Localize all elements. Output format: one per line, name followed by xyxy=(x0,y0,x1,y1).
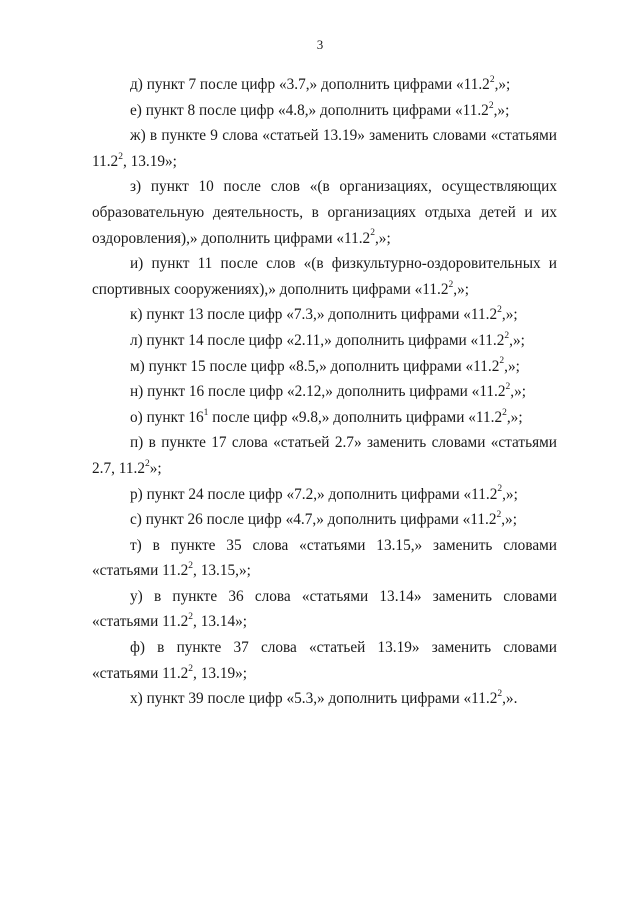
item-text-middle: после цифр «9.8,» дополнить цифрами «11.2 xyxy=(208,408,503,426)
list-item xyxy=(92,354,557,380)
superscript: 2 xyxy=(488,100,494,111)
item-text-end: ,»; xyxy=(501,306,518,324)
list-item xyxy=(92,482,557,508)
list-item xyxy=(92,251,557,302)
item-text: ж) в пункте 9 слова «статьей 13.19» заменить словами «статьями 11.2 xyxy=(92,127,557,170)
list-item xyxy=(92,379,557,405)
item-text-end: ,»; xyxy=(504,357,520,375)
item-text-end: , 13.15,»; xyxy=(193,562,251,580)
item-text: з) пункт 10 после слов «(в организациях, осуществляющих образовательную деятельность, в организациях отдыха детей и их оздоровления),» дополнить цифрами «11.2 xyxy=(92,178,557,247)
item-text-end: ,»; xyxy=(374,229,391,247)
superscript: 2 xyxy=(502,407,507,418)
item-text: п) в пункте 17 слова «статьей 2.7» заменить словами «статьями 2.7, 11.2 xyxy=(92,434,557,477)
item-text: к) пункт 13 после цифр «7.3,» дополнить цифрами «11.2 xyxy=(130,306,498,324)
superscript: 2 xyxy=(497,689,503,700)
item-text-end: ,»; xyxy=(510,383,527,401)
item-text-end: , 13.14»; xyxy=(193,613,248,631)
list-item xyxy=(92,533,557,584)
item-text-end: »; xyxy=(149,459,162,477)
superscript: 2 xyxy=(504,330,510,341)
list-item xyxy=(92,328,557,354)
superscript: 2 xyxy=(497,305,502,316)
item-text: л) пункт 14 после цифр «2.11,» дополнить цифрами «11.2 xyxy=(130,331,505,349)
list-item xyxy=(92,584,557,635)
item-text: ф) в пункте 37 слова «статьей 13.19» заменить словами «статьями 11.2 xyxy=(92,639,557,682)
superscript: 2 xyxy=(448,279,454,290)
superscript: 2 xyxy=(489,74,495,85)
superscript: 2 xyxy=(499,356,505,367)
item-text: д) пункт 7 после цифр «3.7,» дополнить цифрами «11.2 xyxy=(130,76,490,93)
item-text-end: ,»; xyxy=(494,76,511,93)
superscript: 2 xyxy=(144,458,150,469)
item-text-end: , 13.19»; xyxy=(122,152,177,170)
superscript: 2 xyxy=(118,151,123,162)
list-item xyxy=(92,507,557,533)
superscript: 2 xyxy=(188,663,194,674)
superscript: 2 xyxy=(188,561,194,572)
list-item xyxy=(92,430,557,481)
item-text-end: ,»; xyxy=(506,408,523,426)
item-text: е) пункт 8 после цифр «4.8,» дополнить цифрами «11.2 xyxy=(130,101,489,119)
item-text: и) пункт 11 после слов «(в физкультурно-оздоровительных и спортивных сооружениях),» дополнить цифрами «11.2 xyxy=(92,255,557,298)
list-item xyxy=(92,123,557,174)
list-item xyxy=(92,302,557,328)
item-text-end: ,»; xyxy=(493,101,510,119)
item-text: х) пункт 39 после цифр «5.3,» дополнить цифрами «11.2 xyxy=(130,690,498,708)
list-item xyxy=(92,72,557,98)
list-item xyxy=(92,686,557,712)
superscript: 2 xyxy=(496,510,502,520)
superscript: 2 xyxy=(370,228,375,239)
item-text-end: ,»; xyxy=(453,280,469,298)
list-item xyxy=(92,174,557,251)
item-text: у) в пункте 36 слова «статьями 13.14» заменить словами «статьями 11.2 xyxy=(92,587,557,631)
superscript: 2 xyxy=(188,612,194,623)
item-text: м) пункт 15 после цифр «8.5,» дополнить цифрами «11.2 xyxy=(130,357,500,375)
item-text-end: ,»; xyxy=(501,511,517,529)
list-item xyxy=(92,405,557,431)
item-text: с) пункт 26 после цифр «4.7,» дополнить цифрами «11.2 xyxy=(130,511,497,529)
item-text: р) пункт 24 после цифр «7.2,» дополнить цифрами «11.2 xyxy=(130,485,498,503)
item-text: т) в пункте 35 слова «статьями 13.15,» заменить словами «статьями 11.2 xyxy=(92,536,557,580)
item-text-end: ,»; xyxy=(502,485,518,503)
superscript: 2 xyxy=(497,484,503,495)
item-text-end: ,». xyxy=(502,690,518,708)
list-item xyxy=(92,635,557,686)
item-text: о) пункт 16 xyxy=(130,408,204,426)
page-number: 3 xyxy=(316,37,324,52)
item-text-end: , 13.19»; xyxy=(193,664,248,682)
list-item xyxy=(92,98,557,124)
superscript: 1 xyxy=(203,407,209,418)
item-text: н) пункт 16 после цифр «2.12,» дополнить цифрами «11.2 xyxy=(130,383,506,401)
superscript: 2 xyxy=(505,382,511,393)
item-text-end: ,»; xyxy=(509,331,525,349)
amendments-list xyxy=(92,72,557,712)
